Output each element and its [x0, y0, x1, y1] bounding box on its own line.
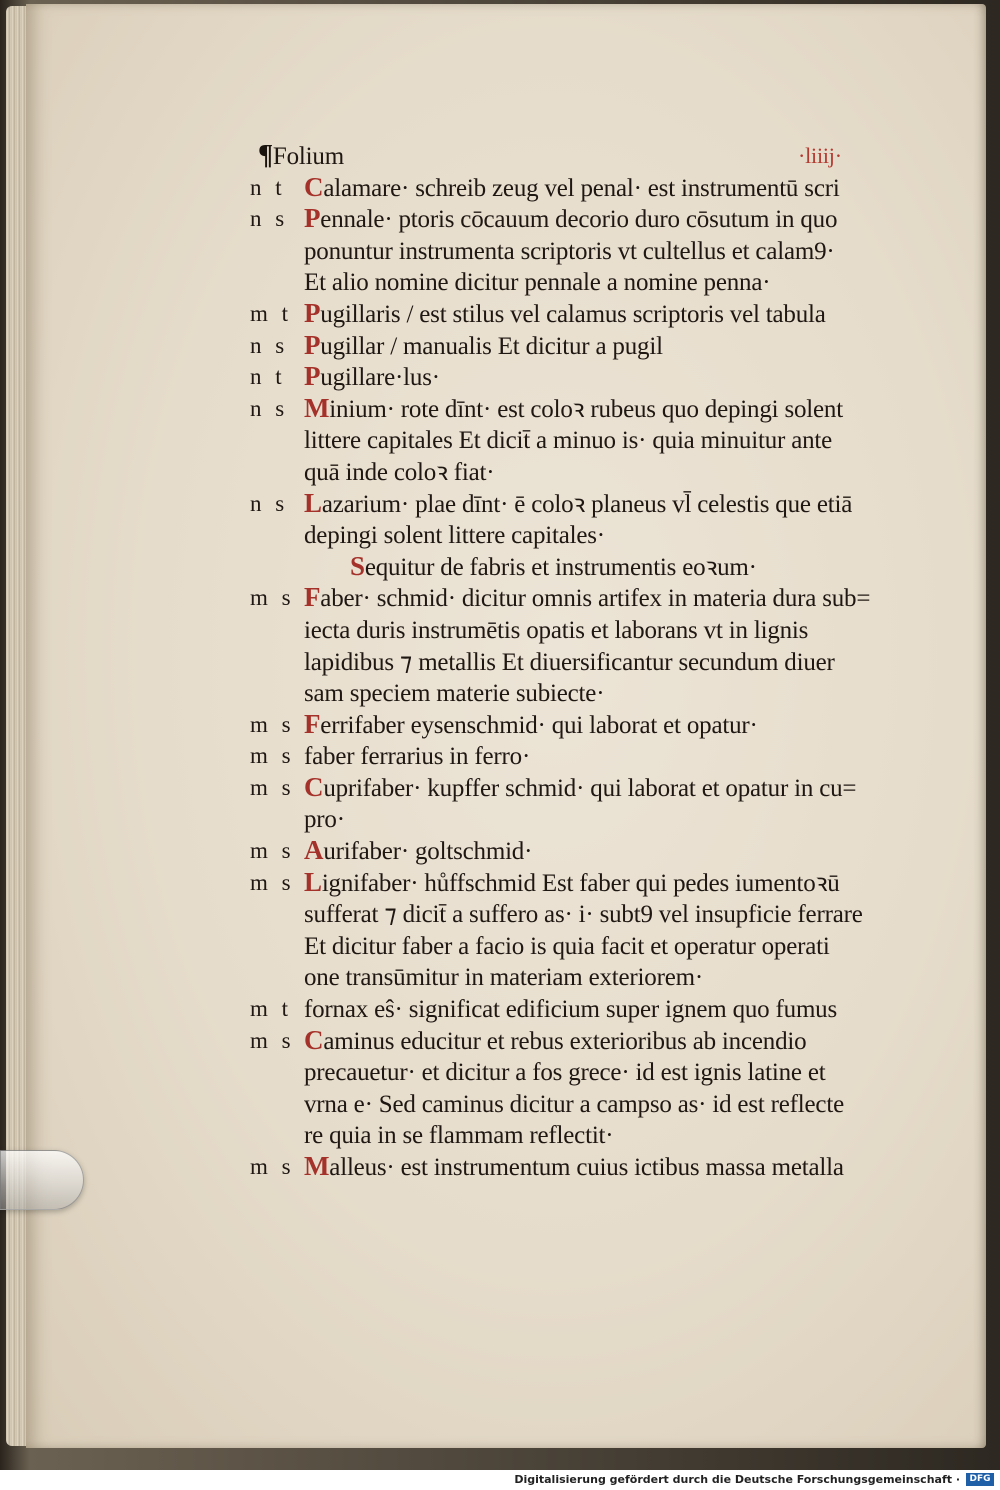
text-line: [250, 1088, 870, 1120]
line-text: re quia in se flammam reflectit·: [304, 1122, 614, 1150]
line-text: alleus· est instrumentum cuius ictibus massa metalla: [329, 1154, 844, 1181]
marginal-marks: m s: [250, 711, 295, 737]
rubricated-initial: P: [304, 297, 321, 328]
text-line: [250, 1119, 870, 1151]
marginal-marks: n s: [250, 332, 289, 358]
marginal-marks: m s: [250, 1027, 295, 1053]
marginal-marks: m s: [250, 838, 295, 864]
text-line: [250, 424, 870, 456]
text-line: [250, 803, 870, 835]
line-text: uprifaber· kupffer schmid· qui laborat et opatur in cu=: [323, 774, 857, 802]
line-text: one transūmitur in materiam exteriorem·: [304, 964, 703, 992]
text-line: [250, 772, 870, 804]
line-text: alamare· schreib zeug vel penal· est instrumentū scri: [323, 174, 840, 202]
text-line: [250, 488, 870, 520]
line-text: iecta duris instrumētis opatis et laborans vt in lignis: [304, 616, 809, 644]
text-line: [250, 709, 870, 741]
line-text: errifaber eysenschmid· qui laborat et opatur·: [320, 711, 758, 739]
marginal-marks: m s: [250, 585, 295, 611]
marginal-marks: n s: [250, 206, 289, 232]
line-text: ennale· ptoris cōcauum decorio duro cōsutum in quo: [320, 206, 838, 234]
rubricated-initial: L: [304, 866, 322, 897]
rubricated-initial: S: [350, 550, 365, 581]
text-line: [250, 456, 870, 488]
text-line: [250, 614, 870, 646]
text-line: [250, 203, 870, 235]
header-label: Folium: [272, 143, 344, 170]
rubricated-initial: M: [304, 1151, 330, 1181]
book-clip: [0, 1150, 84, 1210]
marginal-marks: m s: [250, 743, 295, 769]
marginal-marks: m s: [250, 1154, 295, 1179]
marginal-marks: m t: [250, 996, 293, 1022]
rubricated-initial: C: [304, 1024, 324, 1055]
rubricated-initial: M: [304, 392, 330, 423]
line-text: lapidibus ⁊ metallis Et diuersificantur secundum diuer: [304, 648, 835, 676]
line-text: vrna e· Sed caminus dicitur a campso as· id est reflecte: [304, 1090, 844, 1118]
line-text: azarium· plae dīnt· ē coloꝛ planeus vl̄ celestis que etiā: [321, 490, 853, 518]
line-text: ugillar / manualis Et dicitur a pugil: [320, 332, 663, 360]
text-line: [250, 266, 870, 298]
rubricated-initial: P: [304, 203, 321, 234]
text-block: [250, 140, 870, 1183]
page-header: [250, 140, 870, 172]
text-line: [250, 646, 870, 678]
rubricated-initial: F: [304, 708, 321, 739]
text-line: [250, 551, 870, 583]
text-line: [250, 1151, 870, 1183]
text-line: [250, 867, 870, 899]
text-line: [250, 330, 870, 362]
text-line: [250, 298, 870, 330]
line-text: aminus educitur et rebus exterioribus ab incendio: [323, 1027, 807, 1055]
footer-credit: Digitalisierung gefördert durch die Deutsche Forschungsgemeinschaft ·: [514, 1473, 960, 1486]
line-text: aber· schmid· dicitur omnis artifex in materia dura sub=: [320, 585, 871, 613]
text-line: [250, 235, 870, 267]
marginal-marks: n t: [250, 364, 286, 390]
rubricated-initial: P: [304, 361, 321, 392]
text-line: [250, 361, 870, 393]
rubricated-initial: F: [304, 582, 321, 613]
text-line: [250, 961, 870, 993]
line-text: depingi solent littere capitales·: [304, 522, 605, 550]
line-text: precauetur· et dicitur a fos grece· id est ignis latine et: [304, 1059, 826, 1087]
text-line: [250, 835, 870, 867]
text-line: [250, 1056, 870, 1088]
rubricated-initial: P: [304, 329, 321, 360]
folio-number: ·liiij·: [798, 143, 842, 168]
rubricated-initial: A: [304, 835, 324, 866]
line-text: ponuntur instrumenta scriptoris vt cultellus et calam9·: [304, 237, 835, 265]
text-line: [250, 582, 870, 614]
line-text: inium· rote dīnt· est coloꝛ rubeus quo depingi solent: [329, 395, 843, 423]
line-text: sam speciem materie subiecte·: [304, 680, 605, 708]
line-text: ugillaris / est stilus vel calamus scriptoris vel tabula: [320, 300, 826, 328]
text-lines: [250, 172, 870, 1183]
pilcrow-mark: ¶: [258, 140, 273, 171]
line-text: ignifaber· hůffschmid Est faber qui pedes iumentoꝛū: [321, 869, 840, 897]
text-line: [250, 172, 870, 204]
line-text: Et dicitur faber a facio is quia facit et operatur operati: [304, 932, 830, 960]
line-text: pro·: [304, 806, 345, 834]
marginal-marks: m s: [250, 774, 295, 800]
line-text: equitur de fabris et instrumentis eoꝛum·: [364, 553, 757, 581]
rubricated-initial: L: [304, 487, 322, 518]
marginal-marks: n s: [250, 490, 289, 516]
marginal-marks: m s: [250, 869, 295, 895]
text-line: [250, 740, 870, 772]
text-line: [250, 393, 870, 425]
rubricated-initial: C: [304, 771, 324, 802]
line-text: Et alio nomine dicitur pennale a nomine penna·: [304, 269, 771, 297]
line-text: ugillare·lus·: [320, 364, 440, 392]
marginal-marks: n s: [250, 395, 289, 421]
line-text: littere capitales Et dicit̄ a minuo is· quia minuitur ante: [304, 427, 833, 455]
text-line: [250, 993, 870, 1025]
text-line: [250, 930, 870, 962]
marginal-marks: n t: [250, 174, 286, 200]
text-line: [250, 677, 870, 709]
text-line: [250, 519, 870, 551]
line-text: quā inde coloꝛ fiat·: [304, 458, 495, 486]
line-text: urifaber· goltschmid·: [323, 838, 533, 866]
line-text: sufferat ⁊ dicit̄ a suffero as· i· subt9 vel insupficie ferrare: [304, 901, 863, 929]
marginal-marks: m t: [250, 300, 293, 326]
text-line: [250, 1025, 870, 1057]
line-text: fornax eŝ· significat edificium super ignem quo fumus: [304, 996, 838, 1024]
footer-bar: [0, 1470, 1000, 1490]
dfg-logo: DFG: [966, 1473, 994, 1486]
rubricated-initial: C: [304, 171, 324, 202]
line-text: faber ferrarius in ferro·: [304, 743, 531, 771]
text-line: [250, 898, 870, 930]
